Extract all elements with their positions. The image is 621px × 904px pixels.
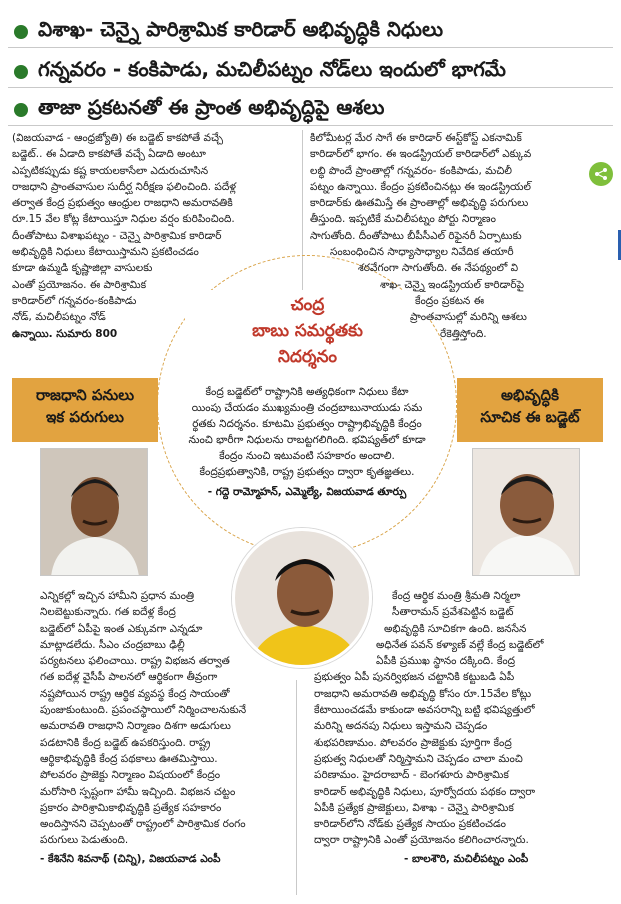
right-signature: - బాలశౌరి, మచిలీపట్నం ఎంపీ bbox=[404, 852, 529, 865]
right-box-title: అభివృద్ధికి సూచిక ఈ బడ్జెట్ bbox=[457, 378, 603, 442]
center-heading: చంద్ర బాబు సమర్థతకు నిదర్శనం bbox=[252, 295, 363, 367]
bullet-icon bbox=[14, 25, 28, 39]
left-box-title: రాజధాని పనులు ఇక పరుగులు bbox=[12, 378, 158, 442]
portrait-right-image bbox=[473, 449, 580, 576]
left-signature: - కేశినేని శివనాథ్ (చిన్ని), విజయవాడ ఎంపీ bbox=[40, 852, 221, 865]
bullet-icon bbox=[14, 65, 28, 79]
center-signature: - గద్దె రామ్మోహన్, ఎమ్మెల్యే, విజయవాడ తూర్పు bbox=[207, 486, 407, 498]
headline-row-1 bbox=[8, 16, 613, 48]
portrait-left-image bbox=[41, 449, 148, 576]
headline-row-2 bbox=[8, 56, 613, 88]
headline-1: విశాఖ- చెన్నై పారిశ్రామిక కారిడార్ అభివృద్ధికి నిధులు bbox=[38, 17, 444, 41]
bullet-icon bbox=[14, 103, 28, 117]
share-icon bbox=[594, 167, 608, 181]
article-right-bottom: కేంద్ర ఆర్థిక మంత్రి శ్రీమతి నిర్మలా సీతారామన్ ప్రవేశపెట్టిన బడ్జెట్ అభివృద్ధికి సూచికగా ఉంది. జనసేన అధినేత పవన్ కళ్యాణ్ వల్లే కేంద్ర బడ్జెట్‌లో ఏపీకి ప్రముఖ స్థానం దక్కింది. కేంద్ర ప్రభుత్వం ఏపీ పునర్విభజన చట్టానికి కట్టుబడి ఏపీ రాజధాని అమరావతి అభివృద్ధి కోసం రూ.15వేల కోట్లు కేటాయించడమే కాకుండా అవసరాన్ని బట్టి భవిష్యత్తులో మరిన్ని అదనపు నిధులు ఇస్తామని చెప్పడం శుభపరిణామం. పోలవరం ప్రాజెక్టుకు పూర్తిగా కేంద్ర ప్రభుత్వ నిధులతో నిర్మిస్తామని చెప్పడం చాలా మంచి పరిణామం. హైదరాబాద్ - బెంగళూరు పారిశ్రామిక కారిడార్ అభివృద్ధికి నిధులు, పూర్వోదయ పథకం ద్వారా ఏపీకి ప్రత్యేక ప్రాజెక్టులు, విశాఖ - చెన్నై పారిశ్రామిక కారిడార్‌లోని నోడ్‌కు ప్రత్యేక సాయం ప్రకటించడం ద్వారా రాష్ట్రానికి ఎంతో ప్రయోజనం కలిగించారన్నారు. - బాలశౌరి, మచిలీపట్నం ఎంపీ bbox=[314, 588, 594, 867]
headline-3: తాజా ప్రకటనతో ఈ ప్రాంత అభివృద్ధిపై ఆశలు bbox=[38, 95, 385, 119]
photo-right bbox=[472, 448, 580, 576]
headline-row-3 bbox=[8, 94, 613, 126]
article-right-top: కిలోమీటర్ల మేర సాగే ఈ కారిడార్ ఈస్ట్‌కోస్ట్ ఎకనామిక్ కారిడార్‌లో భాగం. ఈ ఇండస్ట్రియల్ కారిడార్‌లో ఎక్కువ లబ్ధి పొందే ప్రాంతాల్లో గన్నవరం- కంకిపాడు, మచిలీ పట్నం ఉన్నాయి. కేంద్రం ప్రకటించినట్లు ఈ ఇండస్ట్రియల్ కారిడార్‌కు ఊతమిస్తే ఈ ప్రాంతాల్లో అభివృద్ధి పరుగులు తీస్తుంది. ఇప్పటికే మచిలీపట్నం పోర్టు నిర్మాణం సాగుతోంది. దీంతోపాటు బీపీసీఎల్ రిఫైనరీ ఏర్పాటుకు సంబంధించిన సాధ్యాసాధ్యాల నివేదిక తయారీ శరవేగంగా సాగుతోంది. ఈ నేపథ్యంలో వి శాఖ- చెన్నై ఇండస్ట్రియల్ కారిడార్‌పై కేంద్రం ప్రకటన ఈ ప్రాంతవాసుల్లో మరిన్ని ఆశలు రేకెత్తిస్తోంది. bbox=[310, 132, 532, 340]
article-left-bottom: ఎన్నికల్లో ఇచ్చిన హామీని ప్రధాన మంత్రి నిలబెట్టుకున్నారు. గత ఐదేళ్ల కేంద్ర బడ్జెట్‌లో ఏపీపై ఇంత ఎక్కువగా ఎన్నడూ మాట్లాడలేదు. సీఎం చంద్రబాబు ఢిల్లీ పర్యటనలు ఫలించాయి. రాష్ట్ర విభజన తర్వాత గత ఐదేళ్ల వైసీపీ పాలనలో ఆర్థికంగా తీవ్రంగా నష్టపోయిన రాష్ట్ర ఆర్థిక వ్యవస్థ కేంద్ర సాయంతో పుంజుకుంటుంది. ప్రపంచస్థాయిలో నిర్మించాలనుకునే అమరావతి రాజధాని నిర్మాణం దిశగా అడుగులు పడటానికి కేంద్ర బడ్జెట్ ఉపకరిస్తుంది. రాష్ట్ర ఆర్థికాభివృద్ధికి కేంద్ర పథకాలు ఊతమిస్తాయి. పోలవరం ప్రాజెక్టు నిర్మాణం విషయంలో కేంద్రం మరోసారి స్పష్టంగా హామీ ఇచ్చింది. విభజన చట్టం ప్రకారం పారిశ్రామికాభివృద్ధికి ప్రత్యేక సహకారం అందిస్తానని చెప్పటంతో రాష్ట్రంలో పారిశ్రామిక రంగం పరుగులు పెడుతుంది. - కేశినేని శివనాథ్ (చిన్ని), విజయవాడ ఎంపీ bbox=[40, 588, 292, 867]
photo-left bbox=[40, 448, 148, 576]
article-left-top: (విజయవాడ - ఆంధ్రజ్యోతి) ఈ బడ్జెట్ కాకపోతే వచ్చే బడ్జెట్.. ఈ ఏడాది కాకపోతే వచ్చే ఏడాది అంటూ ఎప్పటికప్పుడు కష్ట కాయలకాసేలా ఎదురుచూసిన రాజధాని ప్రాంతవాసుల సుదీర్ఘ నిరీక్షణ ఫలించింది. పదేళ్ల తర్వాత కేంద్ర ప్రభుత్వం ఆంధ్రుల రాజధాని అమరావతికి రూ.15 వేల కోట్ల కేటాయిస్తూ నిధుల వర్షం కురిపించింది. దీంతోపాటు విశాఖపట్నం - చెన్నై పారిశ్రామిక కారిడార్ అభివృద్ధికి నిధులు కేటాయిస్తామని ప్రకటించడం కూడా ఉమ్మడి కృష్ణాజిల్లా వాసులకు ఎంతో ప్రయోజనం. ఈ పారిశ్రామిక కారిడార్‌లో గన్నవరం-కంకిపాడు నోడ్, మచిలీపట్నం నోడ్ ఉన్నాయి. సుమారు 800 bbox=[12, 132, 237, 340]
headline-2: గన్నవరం - కంకిపాడు, మచిలీపట్నం నోడ్‌లు ఇందులో భాగమే bbox=[38, 57, 506, 81]
center-quote: కేంద్ర బడ్జెట్‌లో రాష్ట్రానికి అత్యధికంగా నిధులు కేటా యింపు చేయడం ముఖ్యమంత్రి చంద్రబాబునాయుడు సమ ర్థతకు నిదర్శనం. కూటమి ప్రభుత్వం రాష్ట్రాభివృద్ధికి కేంద్రం నుంచి భారీగా నిధులను రాబట్టగలిగింది. భవిష్యత్‌లో కూడా కేంద్రం నుంచి ఇటువంటి సహకారం అందాలి. కేంద్రప్రభుత్వానికి, రాష్ట్ర ప్రభుత్వం ద్వారా కృతజ్ఞతలు. - గద్దె రామ్మోహన్, ఎమ్మెల్యే, విజయవాడ తూర్పు bbox=[162, 384, 452, 500]
share-button[interactable] bbox=[589, 162, 613, 186]
column-divider-bottom bbox=[296, 680, 297, 895]
